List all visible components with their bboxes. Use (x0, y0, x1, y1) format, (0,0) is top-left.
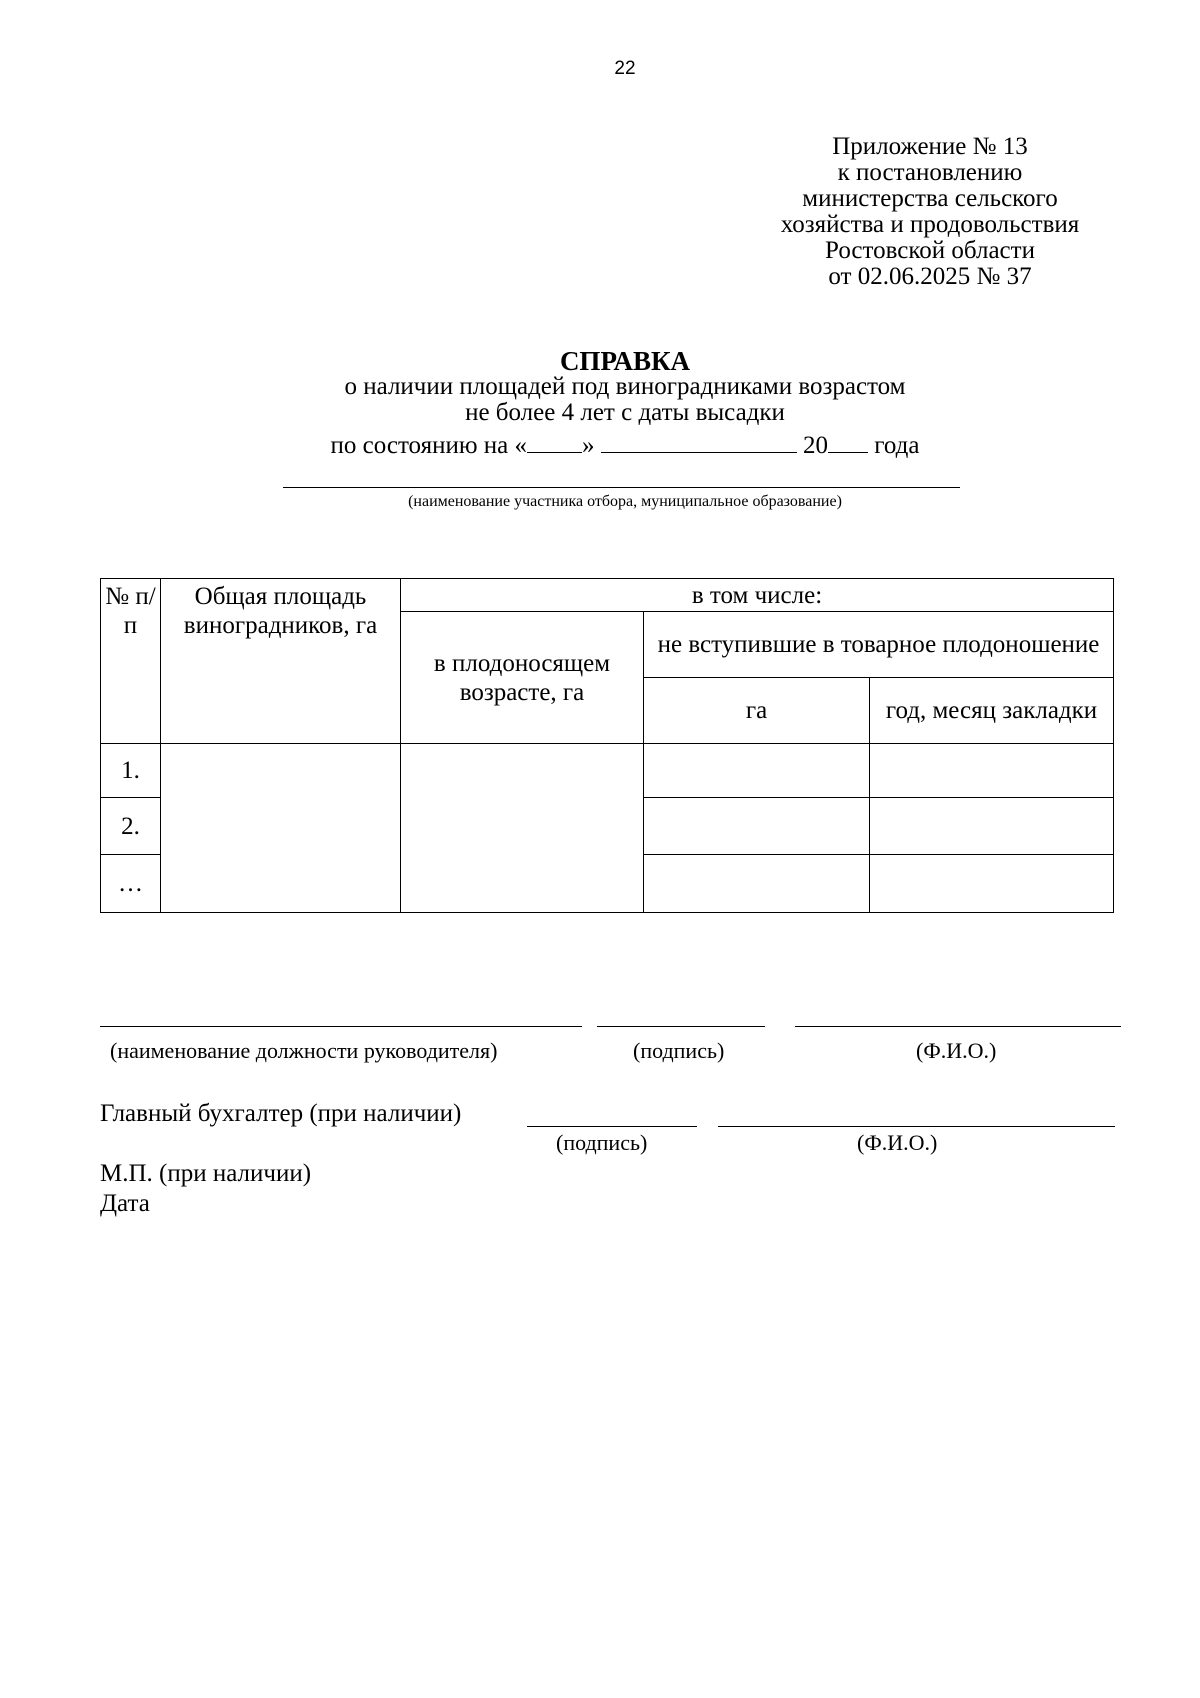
appendix-line: Ростовской области (825, 237, 1035, 264)
appendix-line: хозяйства и продовольствия (780, 211, 1080, 238)
as-of-suffix: года (874, 432, 920, 459)
row-number: 1. (101, 744, 161, 798)
page-number: 22 (614, 58, 636, 79)
document-subtitle (250, 374, 1000, 426)
chief-signature-field[interactable] (527, 1126, 697, 1127)
chief-fio-caption: (Ф.И.О.) (857, 1130, 938, 1155)
stamp-label: М.П. (при наличии) (100, 1160, 312, 1187)
chief-fio-field[interactable] (718, 1126, 1115, 1127)
appendix-line: к постановлению (837, 159, 1023, 186)
row-number: … (101, 855, 161, 913)
cell-hectares[interactable] (644, 855, 870, 913)
as-of-date-line (250, 430, 1000, 460)
header-number: № п/п (101, 579, 161, 744)
header-year-month: год, месяц закладки (870, 678, 1114, 744)
cell-fruiting-area[interactable] (401, 744, 644, 913)
as-of-year-prefix: 20 (803, 432, 828, 459)
cell-year-month[interactable] (870, 798, 1114, 855)
month-blank[interactable] (601, 430, 797, 453)
header-not-fruiting: не вступившие в товарное плодоношение (644, 612, 1114, 678)
head-signature-field[interactable] (597, 1026, 765, 1027)
cell-total-area[interactable] (161, 744, 401, 913)
appendix-line: министерства сельского (802, 185, 1058, 212)
cell-year-month[interactable] (870, 744, 1114, 798)
header-fruiting-age: в плодоносящем возрасте, га (401, 612, 644, 744)
vineyard-area-table (100, 578, 1114, 913)
as-of-quote: » (582, 432, 595, 459)
header-including: в том числе: (401, 579, 1114, 612)
head-signature-caption: (подпись) (633, 1038, 725, 1063)
head-position-field[interactable] (100, 1026, 582, 1027)
year-blank[interactable] (828, 430, 868, 453)
cell-hectares[interactable] (644, 798, 870, 855)
header-hectares: га (644, 678, 870, 744)
day-blank[interactable] (527, 430, 582, 453)
chief-accountant-label: Главный бухгалтер (при наличии) (100, 1100, 462, 1127)
participant-name-caption: (наименование участника отбора, муниципальное образование) (408, 493, 842, 510)
subtitle-line-1: о наличии площадей под виноградниками возрастом (344, 373, 906, 400)
subtitle-line-2: не более 4 лет с даты высадки (465, 399, 785, 426)
cell-year-month[interactable] (870, 855, 1114, 913)
cell-hectares[interactable] (644, 744, 870, 798)
document-title: СПРАВКА (559, 346, 691, 376)
appendix-line: от 02.06.2025 № 37 (828, 263, 1032, 290)
chief-signature-caption: (подпись) (556, 1130, 648, 1155)
participant-name-field[interactable] (283, 487, 960, 488)
head-fio-caption: (Ф.И.О.) (916, 1038, 997, 1063)
appendix-line: Приложение № 13 (832, 133, 1028, 160)
head-position-caption: (наименование должности руководителя) (110, 1038, 498, 1063)
header-total-area: Общая площадь виноградников, га (161, 579, 401, 744)
head-fio-field[interactable] (795, 1026, 1121, 1027)
row-number: 2. (101, 798, 161, 855)
appendix-block (730, 134, 1130, 290)
date-label: Дата (100, 1190, 150, 1217)
as-of-prefix: по состоянию на « (330, 432, 527, 459)
